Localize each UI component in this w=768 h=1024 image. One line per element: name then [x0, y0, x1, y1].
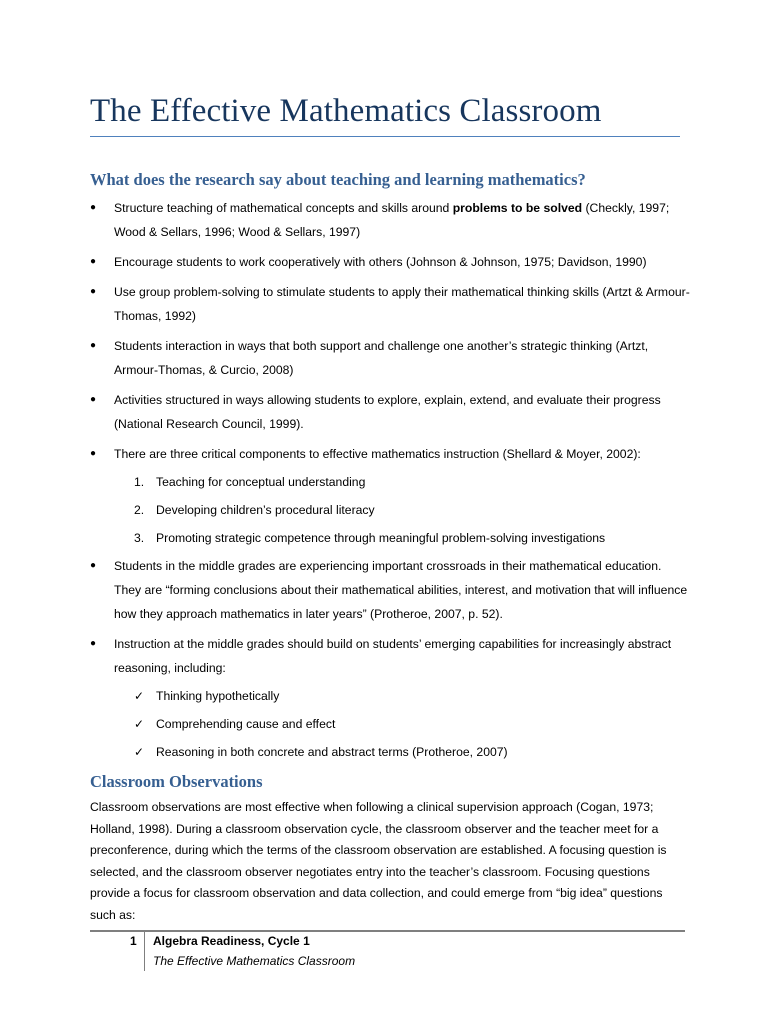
bullet-icon: ● — [90, 340, 97, 351]
bullet-icon: ● — [90, 394, 97, 405]
bullet-icon: ● — [90, 448, 97, 459]
numbered-item — [134, 470, 690, 494]
bullet-item — [90, 554, 690, 626]
bullet-text: Use group problem-solving to stimulate students to apply their mathematical thinking skills (Artzt & Armour-Thomas, 1992) — [114, 285, 690, 323]
check-text: Thinking hypothetically — [156, 689, 280, 703]
checkmark-icon: ✓ — [134, 717, 145, 731]
bullet-text: Encourage students to work cooperatively with others (Johnson & Johnson, 1975; Davidson, 1990) — [114, 255, 647, 269]
bullet-icon: ● — [90, 202, 97, 213]
critical-components-list — [134, 470, 690, 550]
page-number: 1 — [130, 934, 137, 948]
research-bullet-list — [90, 196, 690, 764]
bullet-icon: ● — [90, 256, 97, 267]
bullet-item — [90, 250, 690, 274]
research-heading: What does the research say about teaching and learning mathematics? — [90, 170, 586, 189]
check-item — [134, 712, 690, 736]
bullet-item — [90, 388, 690, 436]
title-underline — [90, 136, 680, 137]
check-text: Reasoning in both concrete and abstract terms (Protheroe, 2007) — [156, 745, 508, 759]
page-title: The Effective Mathematics Classroom — [90, 93, 602, 129]
footer-subtitle: The Effective Mathematics Classroom — [153, 954, 356, 968]
check-text: Comprehending cause and effect — [156, 717, 336, 731]
bullet-text: Activities structured in ways allowing students to explore, explain, extend, and evaluate their progress (National Research Council, 1999). — [114, 393, 661, 431]
bullet-item — [90, 442, 690, 550]
bullet-item — [90, 196, 690, 244]
footer-title: Algebra Readiness, Cycle 1 — [153, 934, 310, 948]
bullet-text: Students in the middle grades are experiencing important crossroads in their mathematical education. They are “forming conclusions about their mathematical abilities, interest, and motivation that will influence how they approach mathematics in later years” (Protheroe, 2007, p. 52). — [114, 559, 688, 621]
item-text: Teaching for conceptual understanding — [156, 475, 366, 489]
footer-rule — [90, 930, 685, 932]
item-number: 1. — [134, 475, 145, 489]
bullet-item — [90, 632, 690, 764]
item-number: 3. — [134, 531, 145, 545]
bullet-icon: ● — [90, 560, 97, 571]
bullet-text: There are three critical components to effective mathematics instruction (Shellard & Moyer, 2002): — [114, 447, 641, 461]
numbered-item — [134, 526, 690, 550]
checkmark-icon: ✓ — [134, 745, 145, 759]
observations-heading: Classroom Observations — [90, 772, 263, 791]
footer-divider — [144, 931, 145, 971]
item-text: Promoting strategic competence through meaningful problem-solving investigations — [156, 531, 606, 545]
observations-paragraph: Classroom observations are most effective when following a clinical supervision approach (Cogan, 1973; Holland, 1998). During a classroom observation cycle, the classroom observer and the teacher meet for a preconference, during which the terms of the classroom observation are established. A focusing question is selected, and the classroom observer negotiates entry into the teacher’s classroom. Focusing questions provide a focus for classroom observation and data collection, and could emerge from “big idea” questions such as: — [90, 800, 667, 922]
bullet-item — [90, 334, 690, 382]
item-number: 2. — [134, 503, 145, 517]
bullet-text: Instruction at the middle grades should build on students’ emerging capabilities for increasingly abstract reasoning, including: — [114, 637, 672, 675]
item-text: Developing children’s procedural literacy — [156, 503, 375, 517]
bullet-icon: ● — [90, 638, 97, 649]
bullet-text: Structure teaching of mathematical concepts and skills around problems to be solved (Checkly, 1997; Wood & Sellars, 1996; Wood & Sellars, 1997) — [114, 201, 670, 239]
bullet-text: Students interaction in ways that both support and challenge one another’s strategic thinking (Artzt, Armour-Thomas, & Curcio, 2008) — [114, 339, 649, 377]
check-item — [134, 684, 690, 708]
reasoning-checklist — [134, 684, 690, 764]
check-item — [134, 740, 690, 764]
bullet-icon: ● — [90, 286, 97, 297]
checkmark-icon: ✓ — [134, 689, 145, 703]
numbered-item — [134, 498, 690, 522]
bullet-item — [90, 280, 690, 328]
